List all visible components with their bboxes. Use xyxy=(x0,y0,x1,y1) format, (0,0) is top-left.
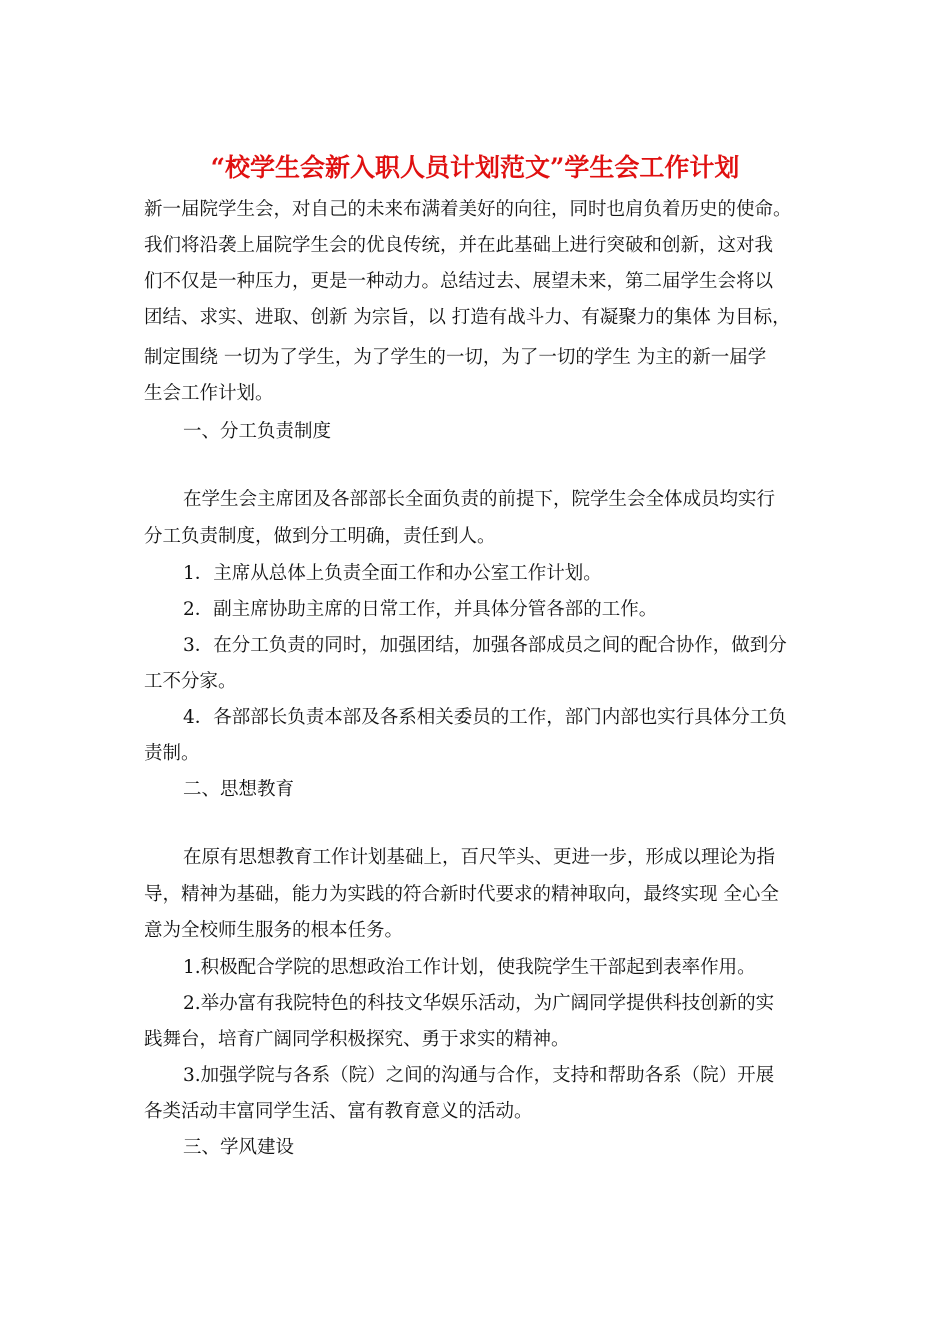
body-line: 在学生会主席团及各部部长全面负责的前提下，院学生会全体成员均实行 xyxy=(183,489,776,510)
body-line: 导，精神为基础，能力为实践的符合新时代要求的精神取向，最终实现 全心全 xyxy=(144,884,779,905)
body-line: 工不分家。 xyxy=(144,671,237,692)
document-title: “校学生会新入职人员计划范文”学生会工作计划 xyxy=(210,153,740,182)
body-line: 制定围绕 一切为了学生，为了学生的一切，为了一切的学生 为主的新一届学 xyxy=(144,347,767,368)
list-item: 1．主席从总体上负责全面工作和办公室工作计划。 xyxy=(183,563,602,584)
body-line: 各类活动丰富同学生活、富有教育意义的活动。 xyxy=(144,1101,533,1122)
list-item: 3.加强学院与各系（院）之间的沟通与合作，支持和帮助各系（院）开展 xyxy=(183,1065,775,1086)
body-line: 们不仅是一种压力，更是一种动力。总结过去、展望未来，第二届学生会将以 xyxy=(144,271,774,292)
list-item: 3．在分工负责的同时，加强团结，加强各部成员之间的配合协作，做到分 xyxy=(183,635,787,656)
section-heading: 二、思想教育 xyxy=(183,779,295,800)
body-line: 在原有思想教育工作计划基础上，百尺竿头、更进一步，形成以理论为指 xyxy=(183,847,776,868)
body-line: 团结、求实、进取、创新 为宗旨，以 打造有战斗力、有凝聚力的集体 为目标， xyxy=(144,307,791,328)
body-line: 责制。 xyxy=(144,743,200,764)
body-line: 生会工作计划。 xyxy=(144,383,274,404)
body-line: 我们将沿袭上届院学生会的优良传统，并在此基础上进行突破和创新，这对我 xyxy=(144,235,774,256)
section-heading: 一、分工负责制度 xyxy=(183,421,332,442)
list-item: 2．副主席协助主席的日常工作，并具体分管各部的工作。 xyxy=(183,599,658,620)
body-line: 新一届院学生会，对自己的未来布满着美好的向往，同时也肩负着历史的使命。 xyxy=(144,199,792,220)
body-line: 意为全校师生服务的根本任务。 xyxy=(144,920,404,941)
list-item: 1.积极配合学院的思想政治工作计划，使我院学生干部起到表率作用。 xyxy=(183,957,756,978)
section-heading: 三、学风建设 xyxy=(183,1137,295,1158)
body-line: 践舞台，培育广阔同学积极探究、勇于求实的精神。 xyxy=(144,1029,570,1050)
body-line: 分工负责制度，做到分工明确，责任到人。 xyxy=(144,526,496,547)
list-item: 4．各部部长负责本部及各系相关委员的工作，部门内部也实行具体分工负 xyxy=(183,707,787,728)
list-item: 2.举办富有我院特色的科技文华娱乐活动，为广阔同学提供科技创新的实 xyxy=(183,993,775,1014)
